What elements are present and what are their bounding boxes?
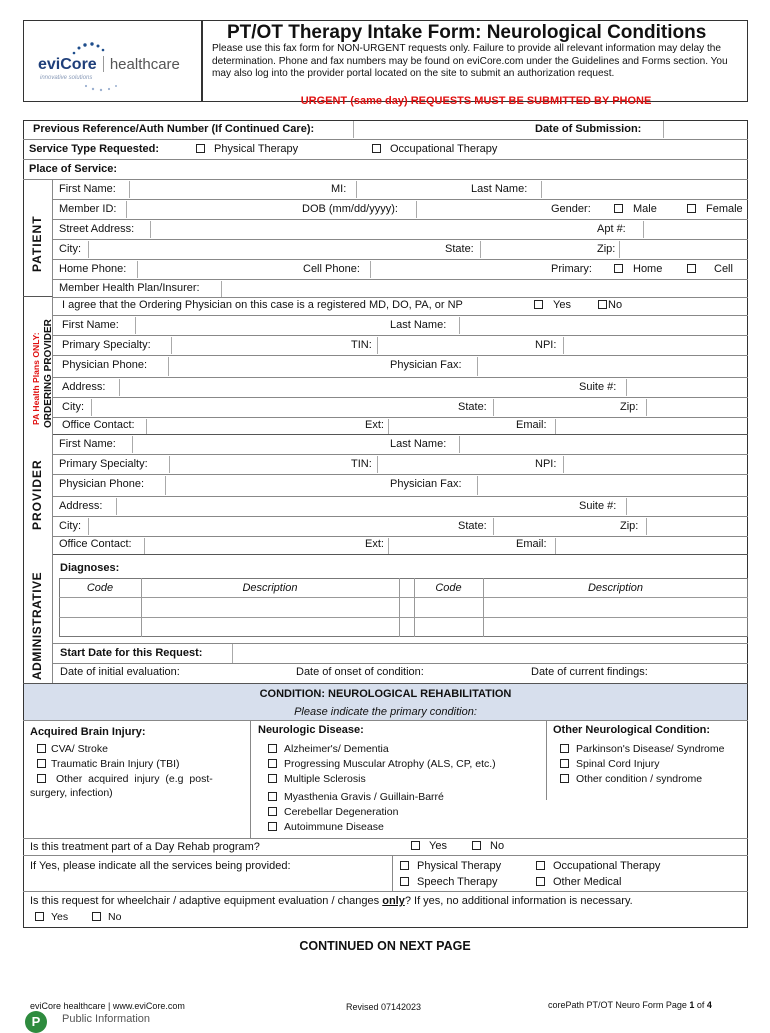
- patient-city-label: City:: [59, 243, 81, 255]
- patient-state-label: State:: [445, 243, 474, 255]
- patient-cell-phone-field[interactable]: [370, 261, 545, 278]
- provider-tin-field[interactable]: [377, 456, 527, 473]
- ordering-contact-label: Office Contact:: [62, 419, 135, 431]
- dayrehab-pt-option[interactable]: [400, 860, 501, 872]
- abi-cva-text: CVA/ Stroke: [51, 743, 108, 755]
- ordering-state-field[interactable]: [493, 399, 613, 416]
- abi-cva-option[interactable]: [37, 743, 108, 755]
- ordering-row-name: [53, 316, 748, 336]
- patient-row-city: [53, 240, 748, 260]
- provider-npi-field[interactable]: [563, 456, 748, 473]
- dayrehab-st-text: Speech Therapy: [417, 876, 498, 888]
- provider-city-label: City:: [59, 520, 81, 532]
- provider-first-label: First Name:: [59, 438, 116, 450]
- dayrehab-ot-checkbox[interactable]: [536, 861, 545, 870]
- wheelchair-yes-option[interactable]: [35, 911, 68, 923]
- patient-row-street: [53, 220, 748, 240]
- ordering-row-city: [53, 398, 748, 418]
- urgent-notice: URGENT (same day) REQUESTS MUST BE SUBMITTED BY PHONE: [300, 95, 652, 107]
- wheelchair-no-checkbox[interactable]: [92, 912, 101, 921]
- provider-row-phone: [53, 475, 748, 497]
- provider-npi-label: NPI:: [535, 458, 557, 470]
- diag-code-1b[interactable]: [60, 618, 140, 636]
- neuro-mg-text: Myasthenia Gravis / Guillain-Barré: [284, 791, 444, 803]
- dayrehab-om-text: Other Medical: [553, 876, 622, 888]
- dayrehab-yes-option[interactable]: [411, 840, 447, 852]
- diag-desc-header-1: Description: [242, 582, 298, 594]
- ordering-zip-field[interactable]: [646, 399, 748, 416]
- patient-dob-field[interactable]: [416, 201, 546, 218]
- service-pt-option[interactable]: [196, 143, 298, 155]
- abi-other-text-a: Other acquired injury (e.g post-: [56, 773, 213, 785]
- neuro-mg-option[interactable]: [268, 791, 444, 803]
- logo-divider: [103, 56, 104, 72]
- logo-suffix: healthcare: [109, 56, 180, 73]
- neuro-ms-option[interactable]: [268, 773, 366, 785]
- ordering-row-contact: [53, 418, 748, 435]
- continued-notice: CONTINUED ON NEXT PAGE: [299, 939, 471, 953]
- other-sci-option[interactable]: [560, 758, 659, 770]
- dayrehab-yes-checkbox[interactable]: [411, 841, 420, 850]
- patient-primary-home-checkbox[interactable]: [614, 264, 623, 273]
- provider-fax-field[interactable]: [477, 476, 748, 495]
- dayrehab-question: Is this treatment part of a Day Rehab program?: [30, 841, 260, 853]
- provider-specialty-label: Primary Specialty:: [59, 458, 148, 470]
- provider-last-label: Last Name:: [390, 438, 447, 450]
- patient-mi-label: MI:: [331, 183, 347, 195]
- neuro-cd-text: Cerebellar Degeneration: [284, 806, 399, 818]
- neuro-ad-checkbox[interactable]: [268, 822, 277, 831]
- wheelchair-q-only: only: [382, 895, 405, 907]
- other-parkinson-text: Parkinson's Disease/ Syndrome: [576, 743, 725, 755]
- condition-title: CONDITION: NEUROLOGICAL REHABILITATION: [259, 688, 512, 700]
- service-pt-checkbox[interactable]: [196, 144, 205, 153]
- dayrehab-st-checkbox[interactable]: [400, 877, 409, 886]
- ordering-ext-field[interactable]: [388, 419, 508, 434]
- ordering-state-label: State:: [458, 401, 487, 413]
- ordering-tin-field[interactable]: [377, 337, 527, 354]
- current-findings-label: Date of current findings:: [531, 666, 648, 678]
- ordering-yes-text: Yes: [553, 299, 571, 311]
- footer-page-prefix: corePath PT/OT Neuro Form Page: [548, 1000, 690, 1010]
- ordering-specialty-label: Primary Specialty:: [62, 339, 151, 351]
- provider-email-field[interactable]: [555, 538, 748, 554]
- neuro-ms-checkbox[interactable]: [268, 774, 277, 783]
- diag-code-header-1: Code: [86, 582, 114, 594]
- other-condition-text: Other condition / syndrome: [576, 773, 703, 785]
- ordering-row-agree: [53, 296, 748, 316]
- patient-female-text: Female: [706, 203, 743, 215]
- page-title: PT/OT Therapy Intake Form: Neurological Conditions: [227, 22, 707, 43]
- start-date-label: Start Date for this Request:: [60, 647, 203, 659]
- patient-home-phone-label: Home Phone:: [59, 263, 127, 275]
- patient-first-label: First Name:: [59, 183, 116, 195]
- condition-subtitle: Please indicate the primary condition:: [294, 706, 477, 718]
- neuro-cd-option[interactable]: [268, 806, 398, 818]
- patient-plan-label: Member Health Plan/Insurer:: [59, 282, 200, 294]
- dayrehab-st-option[interactable]: [400, 876, 498, 888]
- patient-street-field[interactable]: [150, 221, 590, 238]
- neuro-mg-checkbox[interactable]: [268, 792, 277, 801]
- provider-fax-label: Physician Fax:: [390, 478, 462, 490]
- patient-row-phone: [53, 260, 748, 280]
- ordering-npi-label: NPI:: [535, 339, 557, 351]
- patient-apt-field[interactable]: [643, 221, 748, 238]
- patient-apt-label: Apt #:: [597, 223, 626, 235]
- neuro-alz-text: Alzheimer's/ Dementia: [284, 743, 389, 755]
- public-info-label: Public Information: [62, 1013, 151, 1025]
- onset-label: Date of onset of condition:: [296, 666, 424, 678]
- patient-last-label: Last Name:: [471, 183, 528, 195]
- other-neuro-title: Other Neurological Condition:: [553, 724, 711, 736]
- prev-ref-label: Previous Reference/Auth Number (If Continued Care):: [33, 123, 315, 135]
- ordering-fax-field[interactable]: [477, 357, 748, 376]
- patient-male-checkbox[interactable]: [614, 204, 623, 213]
- abi-tbi-text: Traumatic Brain Injury (TBI): [51, 758, 180, 770]
- dayrehab-no-option[interactable]: [472, 840, 504, 852]
- provider-row-specialty: [53, 455, 748, 475]
- patient-zip-label: Zip:: [597, 243, 616, 255]
- dayrehab-pt-checkbox[interactable]: [400, 861, 409, 870]
- patient-primary-label: Primary:: [551, 263, 592, 275]
- provider-suite-field[interactable]: [626, 498, 748, 515]
- ordering-section-label-a: PA Health Plans ONLY:: [31, 332, 41, 425]
- ordering-specialty-field[interactable]: [171, 337, 341, 354]
- abi-title: Acquired Brain Injury:: [30, 726, 146, 738]
- patient-female-option[interactable]: [687, 203, 743, 215]
- patient-row-id: [53, 200, 748, 220]
- ordering-section-label-b: ORDERING PROVIDER: [43, 319, 54, 428]
- provider-email-label: Email:: [516, 538, 547, 550]
- ordering-first-field[interactable]: [135, 317, 385, 334]
- dayrehab-no-checkbox[interactable]: [472, 841, 481, 850]
- footer-page-num: 1: [689, 1000, 695, 1010]
- neuro-alz-checkbox[interactable]: [268, 744, 277, 753]
- dayrehab-yes-text: Yes: [429, 840, 447, 852]
- other-parkinson-option[interactable]: [560, 743, 725, 755]
- wheelchair-q-b: ? If yes, no additional information is necessary.: [404, 895, 633, 907]
- instructions: Please use this fax form for NON-URGENT requests only. Failure to provide all relevant information may delay the determination. Phone and fax numbers may be found on eviCore.com under the Guidelines and Forms section. You may also log into the provider portal located on the site to submit an authorization request.: [212, 43, 728, 79]
- footer-page: [548, 1000, 712, 1010]
- ordering-fax-label: Physician Fax:: [390, 359, 462, 371]
- service-ot-checkbox[interactable]: [372, 144, 381, 153]
- provider-row-address: [53, 497, 748, 517]
- abi-other-option[interactable]: [37, 773, 213, 785]
- provider-row-contact: [53, 537, 748, 555]
- ordering-no-checkbox[interactable]: [598, 300, 607, 309]
- patient-member-id-label: Member ID:: [59, 203, 117, 215]
- patient-city-field[interactable]: [88, 241, 438, 258]
- diag-desc-header-2: Description: [587, 582, 644, 594]
- public-badge-letter: P: [31, 1014, 41, 1029]
- other-condition-checkbox[interactable]: [560, 774, 569, 783]
- diag-code-2b[interactable]: [415, 618, 482, 636]
- provider-state-label: State:: [458, 520, 487, 532]
- patient-primary-home-text: Home: [633, 263, 663, 275]
- provider-ext-field[interactable]: [388, 538, 508, 554]
- ordering-yes-option[interactable]: [534, 299, 571, 311]
- place-label: Place of Service:: [29, 163, 118, 175]
- patient-mi-field[interactable]: [356, 181, 466, 198]
- other-sci-checkbox[interactable]: [560, 759, 569, 768]
- ordering-phone-label: Physician Phone:: [62, 359, 147, 371]
- row-service-type: [23, 140, 748, 160]
- service-ot-text: Occupational Therapy: [390, 143, 498, 155]
- neuro-pma-text: Progressing Muscular Atrophy (ALS, CP, etc.): [284, 758, 496, 770]
- dayrehab-om-option[interactable]: [536, 876, 621, 888]
- ordering-last-label: Last Name:: [390, 319, 447, 331]
- wheelchair-yes-checkbox[interactable]: [35, 912, 44, 921]
- dayrehab-no-text: No: [490, 840, 505, 852]
- service-type-label: Service Type Requested:: [29, 143, 160, 155]
- provider-tin-label: TIN:: [351, 458, 372, 470]
- provider-zip-label: Zip:: [620, 520, 639, 532]
- abi-cva-checkbox[interactable]: [37, 744, 46, 753]
- neuro-title: Neurologic Disease:: [258, 724, 364, 736]
- initial-eval-label: Date of initial evaluation:: [60, 666, 180, 678]
- diag-desc-2a[interactable]: [484, 598, 747, 617]
- abi-tbi-option[interactable]: [37, 758, 180, 770]
- ordering-email-field[interactable]: [555, 419, 748, 434]
- patient-primary-cell-checkbox[interactable]: [687, 264, 696, 273]
- neuro-ad-option[interactable]: [268, 821, 384, 833]
- provider-state-field[interactable]: [493, 518, 613, 535]
- patient-plan-field[interactable]: [221, 281, 748, 297]
- provider-address-field[interactable]: [116, 498, 574, 515]
- patient-cell-phone-label: Cell Phone:: [303, 263, 360, 275]
- date-submission-field[interactable]: [663, 121, 747, 138]
- diag-desc-1a[interactable]: [142, 598, 398, 617]
- row-prev-ref: [23, 120, 748, 140]
- logo-dots-icon: [70, 41, 106, 55]
- diag-desc-1b[interactable]: [142, 618, 398, 636]
- diag-desc-2b[interactable]: [484, 618, 747, 636]
- ordering-row-phone: [53, 356, 748, 378]
- dayrehab-pt-text: Physical Therapy: [417, 860, 502, 872]
- ordering-npi-field[interactable]: [563, 337, 748, 354]
- ordering-yes-checkbox[interactable]: [534, 300, 543, 309]
- service-ot-option[interactable]: [372, 143, 497, 155]
- neuro-pma-option[interactable]: [268, 758, 496, 770]
- header-box: [202, 20, 748, 107]
- provider-specialty-field[interactable]: [169, 456, 341, 473]
- ordering-suite-field[interactable]: [626, 379, 748, 396]
- logo-tagline: innovative solutions: [40, 75, 93, 81]
- ordering-email-label: Email:: [516, 419, 547, 431]
- patient-primary-cell-option[interactable]: [687, 263, 733, 275]
- neuro-ms-text: Multiple Sclerosis: [284, 773, 366, 785]
- patient-section-label: PATIENT: [30, 215, 44, 272]
- logo-dots-bottom-icon: [82, 83, 122, 93]
- row-place-of-service: [23, 160, 748, 180]
- patient-male-option[interactable]: [614, 203, 657, 215]
- neuro-alz-option[interactable]: [268, 743, 389, 755]
- neuro-pma-checkbox[interactable]: [268, 759, 277, 768]
- diag-code-2a[interactable]: [415, 598, 482, 617]
- patient-street-label: Street Address:: [59, 223, 135, 235]
- ordering-suite-label: Suite #:: [579, 381, 617, 393]
- provider-phone-field[interactable]: [165, 476, 383, 495]
- ordering-no-option[interactable]: [598, 299, 622, 311]
- ordering-last-field[interactable]: [459, 317, 748, 334]
- provider-city-field[interactable]: [88, 518, 451, 535]
- provider-last-field[interactable]: [459, 436, 748, 453]
- ordering-no-text: No: [608, 299, 623, 311]
- wheelchair-no-text: No: [108, 911, 122, 923]
- provider-contact-field[interactable]: [144, 538, 356, 554]
- patient-female-checkbox[interactable]: [687, 204, 696, 213]
- patient-home-phone-field[interactable]: [137, 261, 297, 278]
- service-pt-text: Physical Therapy: [214, 143, 299, 155]
- abi-other-text-b: surgery, infection): [30, 787, 113, 799]
- patient-primary-home-option[interactable]: [614, 263, 662, 275]
- provider-section-label: PROVIDER: [30, 459, 44, 530]
- ordering-first-label: First Name:: [62, 319, 119, 331]
- other-parkinson-checkbox[interactable]: [560, 744, 569, 753]
- wheelchair-yes-text: Yes: [51, 911, 69, 923]
- ordering-address-field[interactable]: [119, 379, 574, 396]
- other-condition-option[interactable]: [560, 773, 702, 785]
- neuro-cd-checkbox[interactable]: [268, 807, 277, 816]
- footer-revised: Revised 07142023: [346, 1002, 422, 1012]
- patient-gender-label: Gender:: [551, 203, 591, 215]
- provider-ext-label: Ext:: [365, 538, 384, 550]
- provider-row-city: [53, 517, 748, 537]
- ordering-zip-label: Zip:: [620, 401, 639, 413]
- ordering-city-label: City:: [62, 401, 84, 413]
- wheelchair-q-a: Is this request for wheelchair / adaptive equipment evaluation / changes: [30, 895, 380, 907]
- wheelchair-no-option[interactable]: [92, 911, 121, 923]
- ordering-tin-label: TIN:: [351, 339, 372, 351]
- dayrehab-services-question: If Yes, please indicate all the services being provided:: [30, 860, 291, 872]
- date-submission-label: Date of Submission:: [535, 123, 642, 135]
- provider-contact-label: Office Contact:: [59, 538, 132, 550]
- footer-page-of: of: [694, 1000, 707, 1010]
- neuro-ad-text: Autoimmune Disease: [284, 821, 384, 833]
- provider-row-name: [53, 435, 748, 455]
- patient-male-text: Male: [633, 203, 657, 215]
- footer-left: eviCore healthcare | www.eviCore.com: [30, 1001, 185, 1011]
- admin-section-label: ADMINISTRATIVE: [30, 571, 44, 680]
- ordering-ext-label: Ext:: [365, 419, 384, 431]
- public-info-badge-icon: [25, 1011, 47, 1033]
- abi-tbi-checkbox[interactable]: [37, 759, 46, 768]
- diag-code-header-2: Code: [435, 582, 462, 594]
- dayrehab-ot-text: Occupational Therapy: [553, 860, 661, 872]
- patient-first-field[interactable]: [129, 181, 329, 198]
- provider-zip-field[interactable]: [646, 518, 748, 535]
- provider-address-label: Address:: [59, 500, 103, 512]
- ordering-phone-field[interactable]: [168, 357, 383, 376]
- patient-row-name: [53, 180, 748, 200]
- patient-zip-field[interactable]: [619, 241, 748, 258]
- ordering-address-label: Address:: [62, 381, 106, 393]
- ordering-agree-text: I agree that the Ordering Physician on this case is a registered MD, DO, PA, or NP: [62, 299, 463, 311]
- provider-suite-label: Suite #:: [579, 500, 617, 512]
- other-sci-text: Spinal Cord Injury: [576, 758, 660, 770]
- start-date-field[interactable]: [232, 644, 748, 663]
- patient-last-field[interactable]: [541, 181, 748, 198]
- abi-other-checkbox[interactable]: [37, 774, 46, 783]
- ordering-row-specialty: [53, 336, 748, 356]
- patient-primary-cell-text: Cell: [714, 263, 733, 275]
- provider-phone-label: Physician Phone:: [59, 478, 144, 490]
- diagnoses-label: Diagnoses:: [60, 562, 120, 574]
- patient-dob-label: DOB (mm/dd/yyyy):: [302, 203, 398, 215]
- logo-box: [23, 20, 202, 102]
- logo-brand: eviCore: [38, 56, 97, 73]
- provider-first-field[interactable]: [132, 436, 385, 453]
- dayrehab-ot-option[interactable]: [536, 860, 660, 872]
- ordering-row-address: [53, 378, 748, 398]
- ordering-city-field[interactable]: [91, 399, 451, 416]
- prev-ref-field[interactable]: [353, 121, 533, 138]
- patient-state-field[interactable]: [480, 241, 590, 258]
- ordering-contact-field[interactable]: [146, 419, 356, 434]
- dayrehab-om-checkbox[interactable]: [536, 877, 545, 886]
- wheelchair-question: [30, 895, 633, 907]
- footer-page-total: 4: [706, 1000, 712, 1010]
- patient-member-id-field[interactable]: [126, 201, 296, 218]
- diag-code-1a[interactable]: [60, 598, 140, 617]
